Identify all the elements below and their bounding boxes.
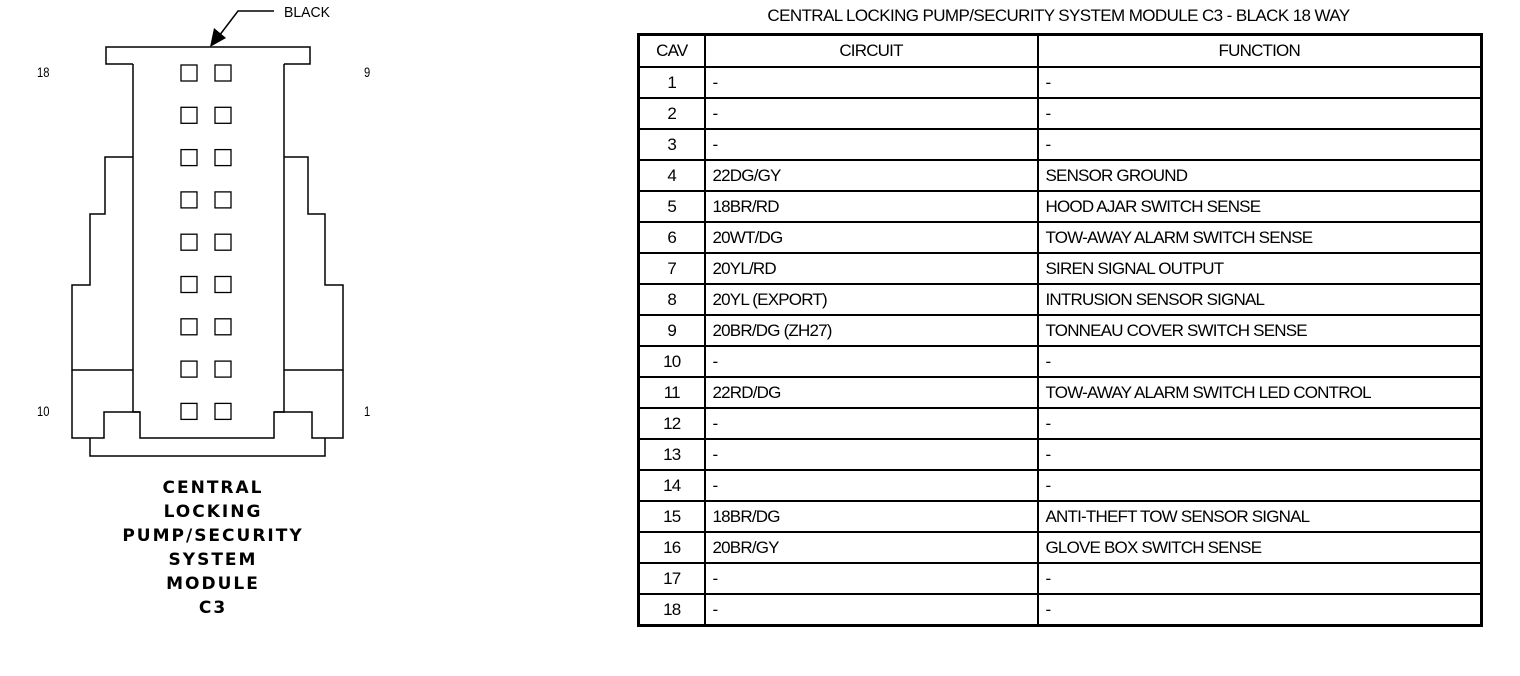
cell-function: -	[1038, 470, 1482, 501]
module-name-label	[100, 476, 326, 620]
cell-cav: 7	[639, 253, 705, 284]
pin-cavity	[181, 277, 197, 293]
pin-cavity	[181, 319, 197, 335]
cav-label-bottom-right: 1	[364, 403, 371, 419]
cell-cav: 10	[639, 346, 705, 377]
pinout-table	[637, 33, 1483, 627]
cell-cav: 18	[639, 594, 705, 626]
cell-function: -	[1038, 594, 1482, 626]
cell-cav: 17	[639, 563, 705, 594]
connector-left-side	[72, 157, 133, 370]
cell-function: -	[1038, 98, 1482, 129]
cell-cav: 6	[639, 222, 705, 253]
cell-function: TOW-AWAY ALARM SWITCH SENSE	[1038, 222, 1482, 253]
module-name-line: SYSTEM	[168, 550, 258, 570]
cell-circuit: 18BR/DG	[705, 501, 1038, 532]
cell-circuit: -	[705, 98, 1038, 129]
cell-circuit: 20YL (EXPORT)	[705, 284, 1038, 315]
cell-circuit: 20WT/DG	[705, 222, 1038, 253]
pin-cavity	[215, 361, 231, 377]
cell-function: ANTI-THEFT TOW SENSOR SIGNAL	[1038, 501, 1482, 532]
table-row	[639, 160, 1482, 191]
pin-cavity	[215, 319, 231, 335]
table-title: CENTRAL LOCKING PUMP/SECURITY SYSTEM MODULE C3 - BLACK 18 WAY	[767, 6, 1350, 25]
cell-cav: 8	[639, 284, 705, 315]
cell-cav: 12	[639, 408, 705, 439]
cell-cav: 13	[639, 439, 705, 470]
cell-cav: 11	[639, 377, 705, 408]
cell-cav: 4	[639, 160, 705, 191]
cell-function: -	[1038, 408, 1482, 439]
cell-circuit: 20YL/RD	[705, 253, 1038, 284]
cell-circuit: 18BR/RD	[705, 191, 1038, 222]
cell-circuit: -	[705, 346, 1038, 377]
table-row	[639, 253, 1482, 284]
table-header-row	[639, 35, 1482, 68]
connector-body	[133, 64, 284, 438]
module-name-line: LOCKING	[163, 502, 263, 522]
table-row	[639, 129, 1482, 160]
pin-cavity	[181, 65, 197, 81]
table-row	[639, 408, 1482, 439]
cell-circuit: 22DG/GY	[705, 160, 1038, 191]
cell-circuit: -	[705, 470, 1038, 501]
table-row	[639, 439, 1482, 470]
pin-cavity	[215, 234, 231, 250]
cell-cav: 5	[639, 191, 705, 222]
connector-right-side	[284, 157, 343, 370]
cell-function: SIREN SIGNAL OUTPUT	[1038, 253, 1482, 284]
cell-circuit: 20BR/DG (ZH27)	[705, 315, 1038, 346]
module-name-line: PUMP/SECURITY	[122, 526, 304, 546]
table-row	[639, 67, 1482, 98]
pin-cavity	[181, 150, 197, 166]
pin-cavity	[215, 65, 231, 81]
pin-cavity	[215, 192, 231, 208]
pin-cavity	[215, 150, 231, 166]
cell-circuit: -	[705, 563, 1038, 594]
connector-base	[90, 438, 325, 456]
header-cav: CAV	[639, 35, 705, 68]
connector-left-bottom	[72, 370, 140, 438]
cell-function: HOOD AJAR SWITCH SENSE	[1038, 191, 1482, 222]
cell-function: GLOVE BOX SWITCH SENSE	[1038, 532, 1482, 563]
table-row	[639, 98, 1482, 129]
pin-cavity-grid	[181, 65, 231, 419]
header-function: FUNCTION	[1038, 35, 1482, 68]
header-circuit: CIRCUIT	[705, 35, 1038, 68]
pin-cavity	[181, 234, 197, 250]
cell-function: TONNEAU COVER SWITCH SENSE	[1038, 315, 1482, 346]
table-row	[639, 191, 1482, 222]
module-name-line: CENTRAL	[162, 478, 264, 498]
table-row	[639, 315, 1482, 346]
connector-top-flange	[106, 47, 310, 64]
cell-cav: 16	[639, 532, 705, 563]
table-row	[639, 284, 1482, 315]
cell-function: TOW-AWAY ALARM SWITCH LED CONTROL	[1038, 377, 1482, 408]
cell-cav: 9	[639, 315, 705, 346]
table-row	[639, 501, 1482, 532]
cell-cav: 14	[639, 470, 705, 501]
table-row	[639, 470, 1482, 501]
cell-circuit: -	[705, 129, 1038, 160]
cell-circuit: -	[705, 439, 1038, 470]
cell-function: SENSOR GROUND	[1038, 160, 1482, 191]
cell-function: -	[1038, 129, 1482, 160]
table-row	[639, 222, 1482, 253]
cell-function: -	[1038, 563, 1482, 594]
cell-circuit: 22RD/DG	[705, 377, 1038, 408]
cell-circuit: -	[705, 408, 1038, 439]
cell-cav: 2	[639, 98, 705, 129]
pin-cavity	[181, 361, 197, 377]
table-row	[639, 377, 1482, 408]
table-row	[639, 346, 1482, 377]
cell-circuit: -	[705, 594, 1038, 626]
pin-cavity	[181, 403, 197, 419]
cell-function: INTRUSION SENSOR SIGNAL	[1038, 284, 1482, 315]
cell-function: -	[1038, 439, 1482, 470]
color-callout-label: BLACK	[284, 4, 330, 21]
cell-circuit: -	[705, 67, 1038, 98]
pin-cavity	[181, 107, 197, 123]
cav-label-bottom-left: 10	[37, 403, 50, 419]
pin-cavity	[215, 403, 231, 419]
pin-cavity	[215, 107, 231, 123]
cav-label-top-right: 9	[364, 64, 371, 80]
table-row	[639, 594, 1482, 626]
cav-label-top-left: 18	[37, 64, 50, 80]
cell-cav: 15	[639, 501, 705, 532]
cell-function: -	[1038, 346, 1482, 377]
module-name-line: MODULE	[166, 574, 260, 594]
cell-cav: 1	[639, 67, 705, 98]
table-row	[639, 532, 1482, 563]
pin-cavity	[215, 277, 231, 293]
cell-function: -	[1038, 67, 1482, 98]
cell-cav: 3	[639, 129, 705, 160]
table-body	[639, 67, 1482, 626]
table-row	[639, 563, 1482, 594]
color-callout-leader	[219, 11, 274, 36]
pin-cavity	[181, 192, 197, 208]
cell-circuit: 20BR/GY	[705, 532, 1038, 563]
module-name-line: C3	[198, 598, 228, 618]
